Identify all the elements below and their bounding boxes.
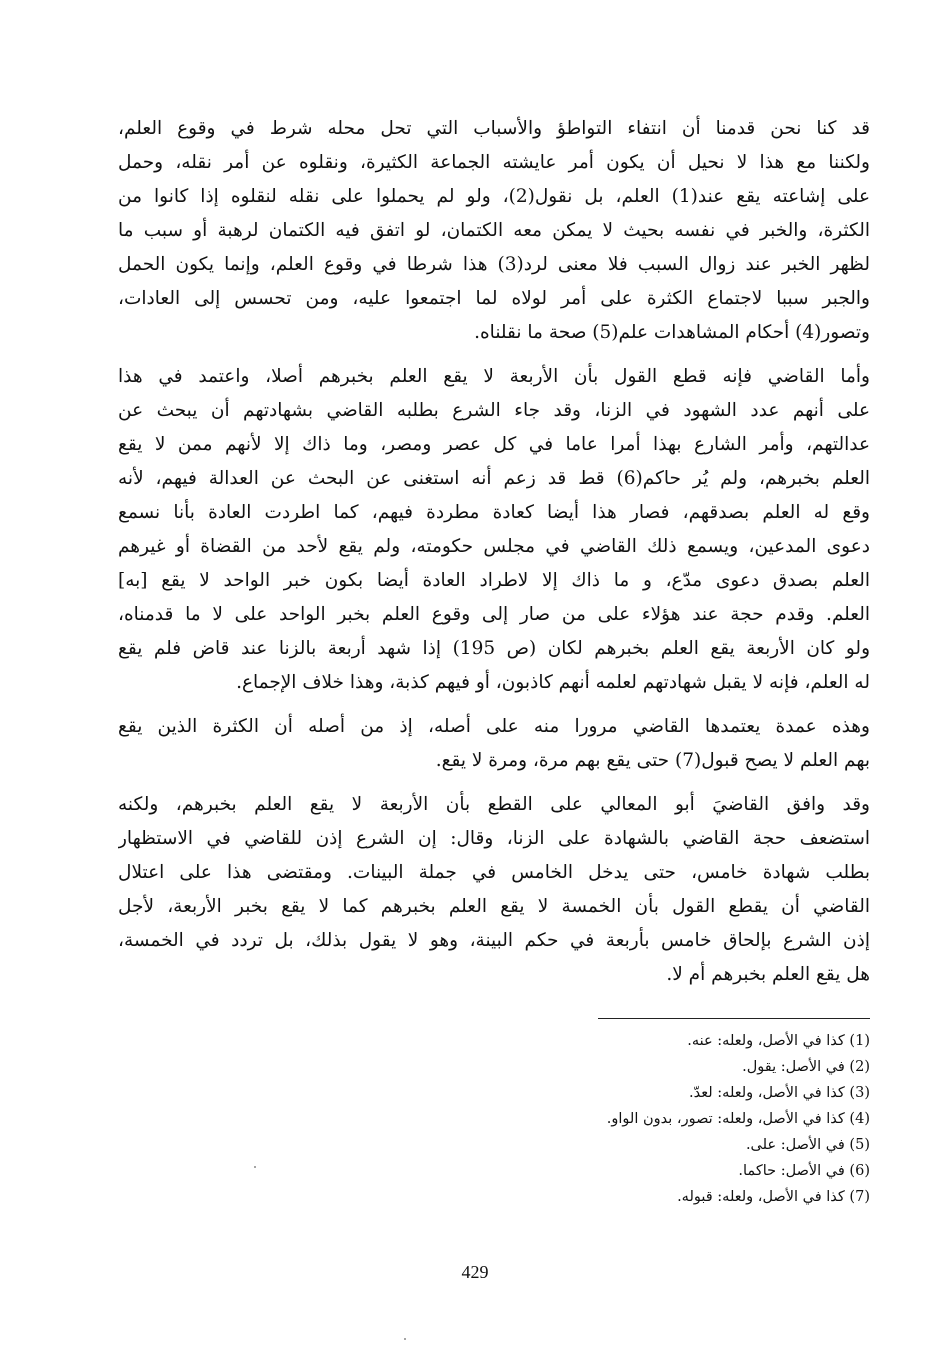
text-line: وقد وافق القاضيَ أبو المعالي على القطع بأن الأربعة لا يقع العلم بخبرهم، ولكنه xyxy=(118,794,870,815)
text-line: بهم العلم لا يصح قبول(7) حتى يقع بهم مرة، ومرة لا يقع. xyxy=(435,750,870,771)
scan-speck xyxy=(404,1338,406,1340)
text-line: على إشاعته يقع عند(1) العلم، بل نقول(2)، ولو لم يحملوا على نقله لنقلوه إذا كانوا من xyxy=(118,186,870,207)
footnote: (5) في الأصل: على. xyxy=(745,1137,870,1153)
text-line: وأما القاضي فإنه قطع القول بأن الأربعة لا يقع العلم بخبرهم أصلا، واعتمد في هذا xyxy=(118,366,870,387)
text-line: وقع له العلم بصدقهم، فصار هذا أيضا كعادة مطردة فيهم، كما اطردت العادة بأنا نسمع xyxy=(118,502,870,523)
text-line: لظهر الخبر عند زوال السبب فلا معنى لرد(3) هذا شرطا في وقوع العلم، وإنما يكون الحمل xyxy=(118,254,870,275)
footnote: (3) كذا في الأصل، ولعله: لعدّ. xyxy=(689,1085,870,1101)
text-line: وتصور(4) أحكام المشاهدات علم(5) صحة ما نقلناه. xyxy=(474,322,870,343)
text-line: على أنهم عدد الشهود في الزنا، وقد جاء الشرع بطلبه القاضي بشهادتهم أن يبحث عن xyxy=(118,400,870,421)
text-line: القاضي أن يقطع القول بأن الخمسة لا يقع العلم بخبرهم كما لا يقع بخبر الأربعة، لأجل xyxy=(118,896,870,917)
footnote: (6) في الأصل: حاكما. xyxy=(738,1163,870,1179)
footnote: (1) كذا في الأصل، ولعله: عنه. xyxy=(687,1033,870,1049)
text-line: استضعف حجة القاضي بالشهادة على الزنا، وقال: إن الشرع إذن للقاضي في الاستظهار xyxy=(118,828,870,849)
text-line: بطلب شهادة خامس، حتى يدخل الخامس في جملة البينات. ومقتضى هذا على اعتلال xyxy=(118,862,870,883)
page-number: 429 xyxy=(461,1262,489,1282)
text-line: والجبر سببا لاجتماع الكثرة على أمر لولاه لما اجتمعوا عليه، ومن تحسس إلى العادات، xyxy=(118,288,870,309)
text-line: إذن الشرع بإلحاق خامس بأربعة في حكم البينة، وهو لا يقول بذلك، بل تردد في الخمسة، xyxy=(118,930,870,951)
text-line: عدالتهم، وأمر الشارع بهذا أمرا عاما في كل عصر ومصر، وما ذاك إلا لأنهم ممن لا يقع xyxy=(118,434,870,455)
text-line: دعوى المدعين، ويسمع ذلك القاضي في مجلس حكومته، ولم يقع لأحد من القضاة أو غيرهم xyxy=(118,536,870,557)
footnote: (4) كذا في الأصل، ولعله: تصور، بدون الواو. xyxy=(606,1111,870,1127)
paragraph-2 xyxy=(118,360,870,700)
footnotes xyxy=(420,1028,870,1210)
text-line: له العلم، فإنه لا يقبل شهادتهم لعلمه أنهم كاذبون، أو فيهم كذبة، وهذا خلاف الإجماع. xyxy=(236,672,870,693)
text-line: هل يقع العلم بخبرهم أم لا. xyxy=(666,964,870,985)
footnote: (7) كذا في الأصل، ولعله: قبوله. xyxy=(677,1189,870,1205)
main-text xyxy=(118,112,870,992)
text-line: ولكننا مع هذا لا نحيل أن يكون أمر عايشته الجماعة الكثيرة، ونقلوه عن أمر نقله، وحمل xyxy=(118,152,870,173)
text-line: وهذه عمدة يعتمدها القاضي مرورا منه على أصله، إذ من أصله أن الكثرة الذين يقع xyxy=(118,716,870,737)
paragraph-3 xyxy=(118,710,870,778)
paragraph-4 xyxy=(118,788,870,992)
scan-speck xyxy=(254,1166,256,1168)
text-line: العلم بخبرهم، ولم يُر حاكم(6) قط قد زعم أنه استغنى عن البحث عن العدالة فيهم، لأنه xyxy=(118,468,870,489)
text-line: ولو كان الأربعة يقع العلم بخبرهم لكان (ص 195) إذا شهد أربعة بالزنا عند قاض فلم يقع xyxy=(118,638,870,659)
paragraph-1 xyxy=(118,112,870,350)
text-line: العلم بصدق دعوى مدّع، و ما ذاك إلا لاطراد العادة أيضا بكون خبر الواحد لا يقع [به] xyxy=(118,570,870,591)
text-line: الكثرة، والخبر في نفسه بحيث لا يمكن معه الكتمان، لو اتفق فيه الكتمان لرهبة أو سبب ما xyxy=(118,220,870,241)
footnote: (2) في الأصل: يقول. xyxy=(742,1059,870,1075)
text-line: العلم. وقدم حجة عند هؤلاء على من صار إلى وقوع العلم بخبر الواحد على لا ما قدمناه، xyxy=(118,604,870,625)
footnote-separator xyxy=(598,1018,870,1019)
text-line: قد كنا نحن قدمنا أن انتفاء التواطؤ والأسباب التي تحل محله شرط في وقوع العلم، xyxy=(118,118,870,139)
